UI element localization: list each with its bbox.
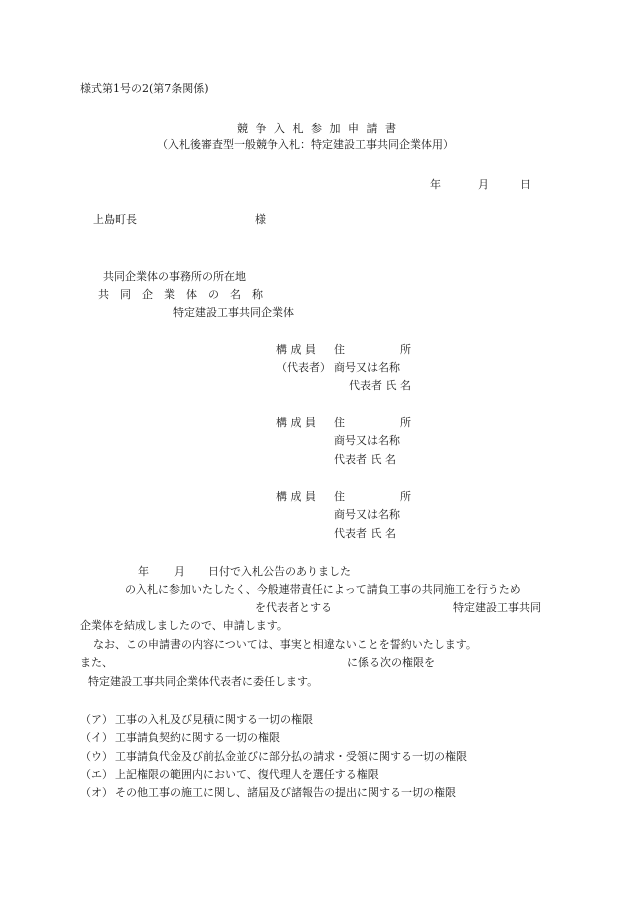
body-line3-representative: を代表者とする: [255, 601, 332, 614]
member3-address-label: 住 所: [334, 490, 411, 503]
authority-marker: （ア）: [80, 713, 113, 726]
authority-marker: （ウ）: [80, 750, 113, 763]
body-year-label: 年: [138, 565, 149, 578]
authority-text: その他工事の施工に関し、諸届及び諸報告の提出に関する一切の権限: [115, 786, 456, 799]
addressee-honorific: 様: [255, 213, 266, 226]
date-month-label: 月: [478, 178, 489, 191]
body-line6-prefix: また、: [80, 656, 113, 669]
member2-address-label: 住 所: [334, 416, 411, 429]
member2-label: 構 成 員: [276, 416, 316, 429]
body-line2: の入札に参加いたしたく、今般連帯責任によって請負工事の共同施工を行うため: [125, 583, 521, 596]
date-day-label: 日: [520, 178, 531, 191]
authority-text: 上記権限の範囲内において、復代理人を選任する権限: [115, 768, 379, 781]
member1-label: 構 成 員: [276, 343, 316, 356]
form-number: 様式第1号の2(第7条関係): [80, 82, 209, 95]
body-line4: 企業体を結成しましたので、申請します。: [80, 619, 288, 632]
member3-rep-label: 代表者 氏 名: [334, 527, 396, 540]
jv-name-value: 特定建設工事共同企業体: [173, 306, 294, 319]
document-title: 競 争 入 札 参 加 申 請 書: [237, 122, 398, 135]
jv-office-address-label: 共同企業体の事務所の所在地: [103, 270, 246, 283]
member3-company-label: 商号又は名称: [334, 508, 400, 521]
authority-marker: （イ）: [80, 731, 113, 744]
member1-rep-label: 代表者 氏 名: [349, 379, 411, 392]
member2-company-label: 商号又は名称: [334, 434, 400, 447]
authority-marker: （オ）: [80, 786, 113, 799]
body-month-label: 月: [174, 565, 185, 578]
member3-label: 構 成 員: [276, 490, 316, 503]
authority-marker: （エ）: [80, 768, 113, 781]
body-line1: 日付で入札公告のありました: [208, 565, 351, 578]
member1-address-label: 住 所: [334, 343, 411, 356]
body-line5: なお、この申請書の内容については、事実と相違ないことを誓約いたします。: [93, 638, 477, 651]
date-year-label: 年: [430, 178, 441, 191]
jv-name-label: 共 同 企 業 体 の 名 称: [98, 288, 263, 301]
authority-text: 工事請負代金及び前払金並びに部分払の請求・受領に関する一切の権限: [115, 750, 467, 763]
authority-text: 工事の入札及び見積に関する一切の権限: [115, 713, 313, 726]
member2-rep-label: 代表者 氏 名: [334, 453, 396, 466]
body-line7: 特定建設工事共同企業体代表者に委任します。: [88, 675, 319, 688]
body-line6-suffix: に係る次の権限を: [347, 656, 435, 669]
body-line3-jv: 特定建設工事共同: [453, 601, 541, 614]
member1-role-label: （代表者）: [276, 361, 331, 374]
addressee-name: 上島町長: [93, 213, 137, 226]
authority-text: 工事請負契約に関する一切の権限: [115, 731, 280, 744]
document-subtitle: （入札後審査型一般競争入札：特定建設工事共同企業体用）: [157, 138, 454, 151]
member1-company-label: 商号又は名称: [334, 361, 400, 374]
